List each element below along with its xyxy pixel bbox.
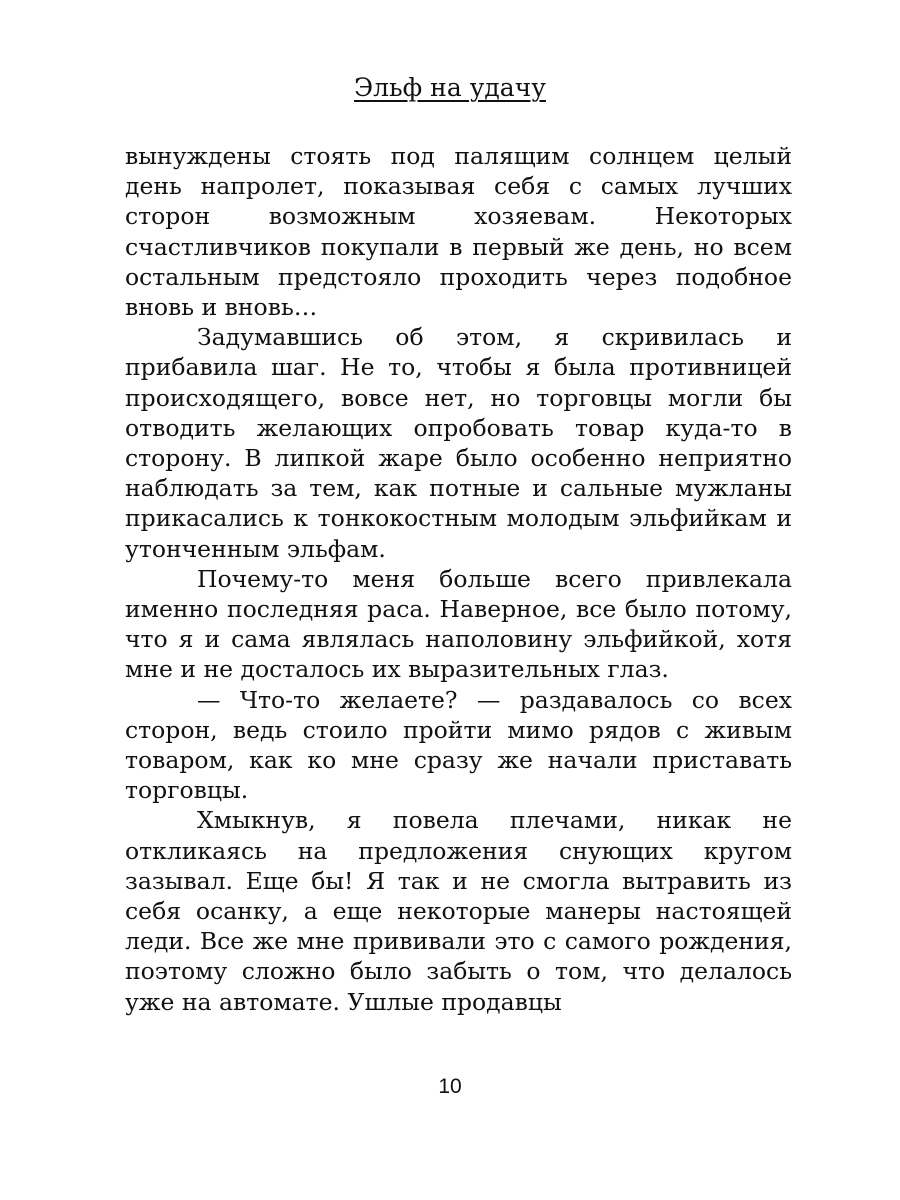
paragraph: Хмыкнув, я повела плечами, никак не откликаясь на предложения снующих кругом зазывал. Еще бы! Я так и не смогла вытравить из себя осанку, а еще некоторые манеры настоящей леди. Все же мне прививали это с самого рождения, поэтому сложно было забыть о том, что делалось уже на автомате. Ушлые продавцы [125, 806, 792, 1016]
paragraph: Задумавшись об этом, я скривилась и прибавила шаг. Не то, чтобы я была противницей происходящего, вовсе нет, но торговцы могли бы отводить желающих опробовать товар куда-то в сторону. В липкой жаре было особенно неприятно наблюдать за тем, как потные и сальные мужланы прикасались к тонкокостным молодым эльфийкам и утонченным эльфам. [125, 323, 792, 563]
paragraph-continued: вынуждены стоять под палящим солнцем целый день напролет, показывая себя с самых лучших сторон возможным хозяевам. Некоторых счастливчиков покупали в первый же день, но всем остальным предстояло проходить через подобное вновь и вновь… [125, 142, 792, 322]
page-body [125, 141, 792, 1017]
dialogue-paragraph: — Что-то желаете? — раздавалось со всех сторон, ведь стоило пройти мимо рядов с живым товаром, как ко мне сразу же начали приставать торговцы. [125, 685, 792, 805]
page-number: 10 [438, 1075, 462, 1098]
running-header-title: Эльф на удачу [354, 73, 546, 102]
paragraph: Почему-то меня больше всего привлекала именно последняя раса. Наверное, все было потому, что я и сама являлась наполовину эльфийкой, хотя мне и не досталось их выразительных глаз. [125, 564, 792, 684]
